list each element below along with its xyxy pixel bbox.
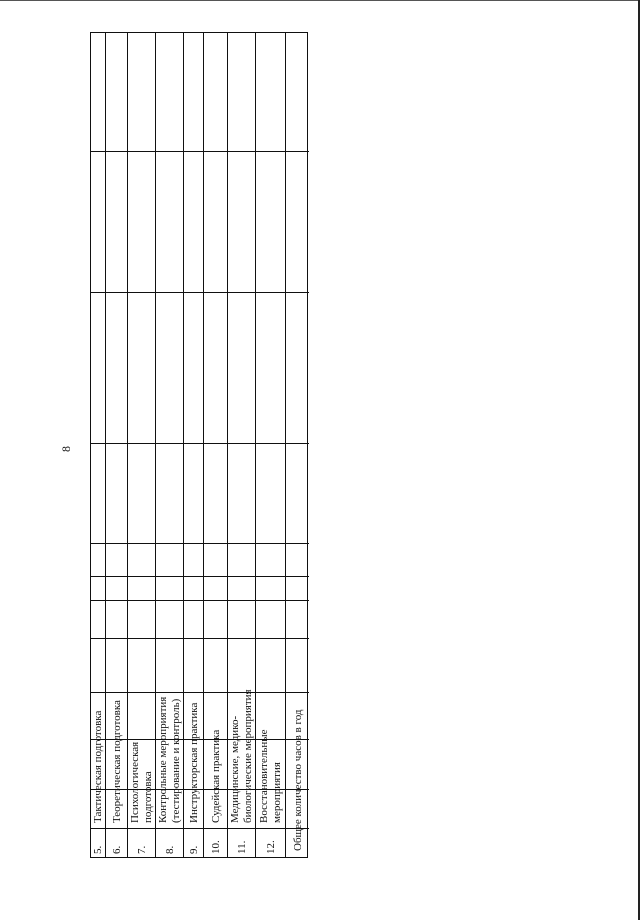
table-row	[285, 33, 309, 857]
training-plan-table	[90, 32, 308, 858]
table-row	[155, 33, 183, 857]
row-number: 7.	[135, 845, 148, 854]
table-cell	[204, 33, 227, 152]
page-number: 8	[59, 446, 73, 452]
table-cell	[106, 33, 127, 152]
row-number: 9.	[187, 845, 200, 854]
row-label: Тактическая подготовка	[92, 710, 104, 823]
row-label: Восстановительные	[258, 729, 270, 823]
table-cell	[91, 33, 105, 152]
table-cell	[228, 33, 255, 152]
table-cell	[286, 33, 309, 152]
table-cell	[184, 33, 203, 152]
row-label: Медицинские, медико-	[229, 715, 241, 823]
table-row	[127, 33, 155, 857]
row-label: мероприятия	[271, 762, 283, 823]
row-label: (тестирование и контроль)	[170, 698, 182, 823]
row-number: 10.	[209, 840, 222, 854]
table-row	[183, 33, 203, 857]
row-label: Теоретическая подготовка	[110, 700, 123, 823]
row-label: Общее количество часов в год	[291, 709, 304, 851]
row-label: Инструкторская практика	[187, 702, 200, 823]
row-label: Контрольные мероприятия	[157, 696, 169, 823]
table-cell	[156, 33, 183, 152]
row-label: биологические мероприятия	[242, 689, 254, 823]
row-number: 8.	[163, 845, 176, 854]
row-label: подготовка	[142, 771, 154, 823]
table-cell	[128, 33, 155, 152]
table-row	[255, 33, 285, 857]
row-number: 5.	[92, 845, 104, 854]
row-label: Психологическая	[129, 741, 141, 823]
row-number: 11.	[235, 840, 248, 854]
row-number: 12.	[264, 840, 277, 854]
table-row	[91, 33, 105, 857]
table-row	[105, 33, 127, 857]
row-label: Судейская практика	[209, 729, 222, 823]
table-cell	[256, 33, 285, 152]
scan-edge-top	[0, 0, 640, 1]
table-row	[227, 33, 255, 857]
row-number: 6.	[110, 845, 123, 854]
table-row	[203, 33, 227, 857]
